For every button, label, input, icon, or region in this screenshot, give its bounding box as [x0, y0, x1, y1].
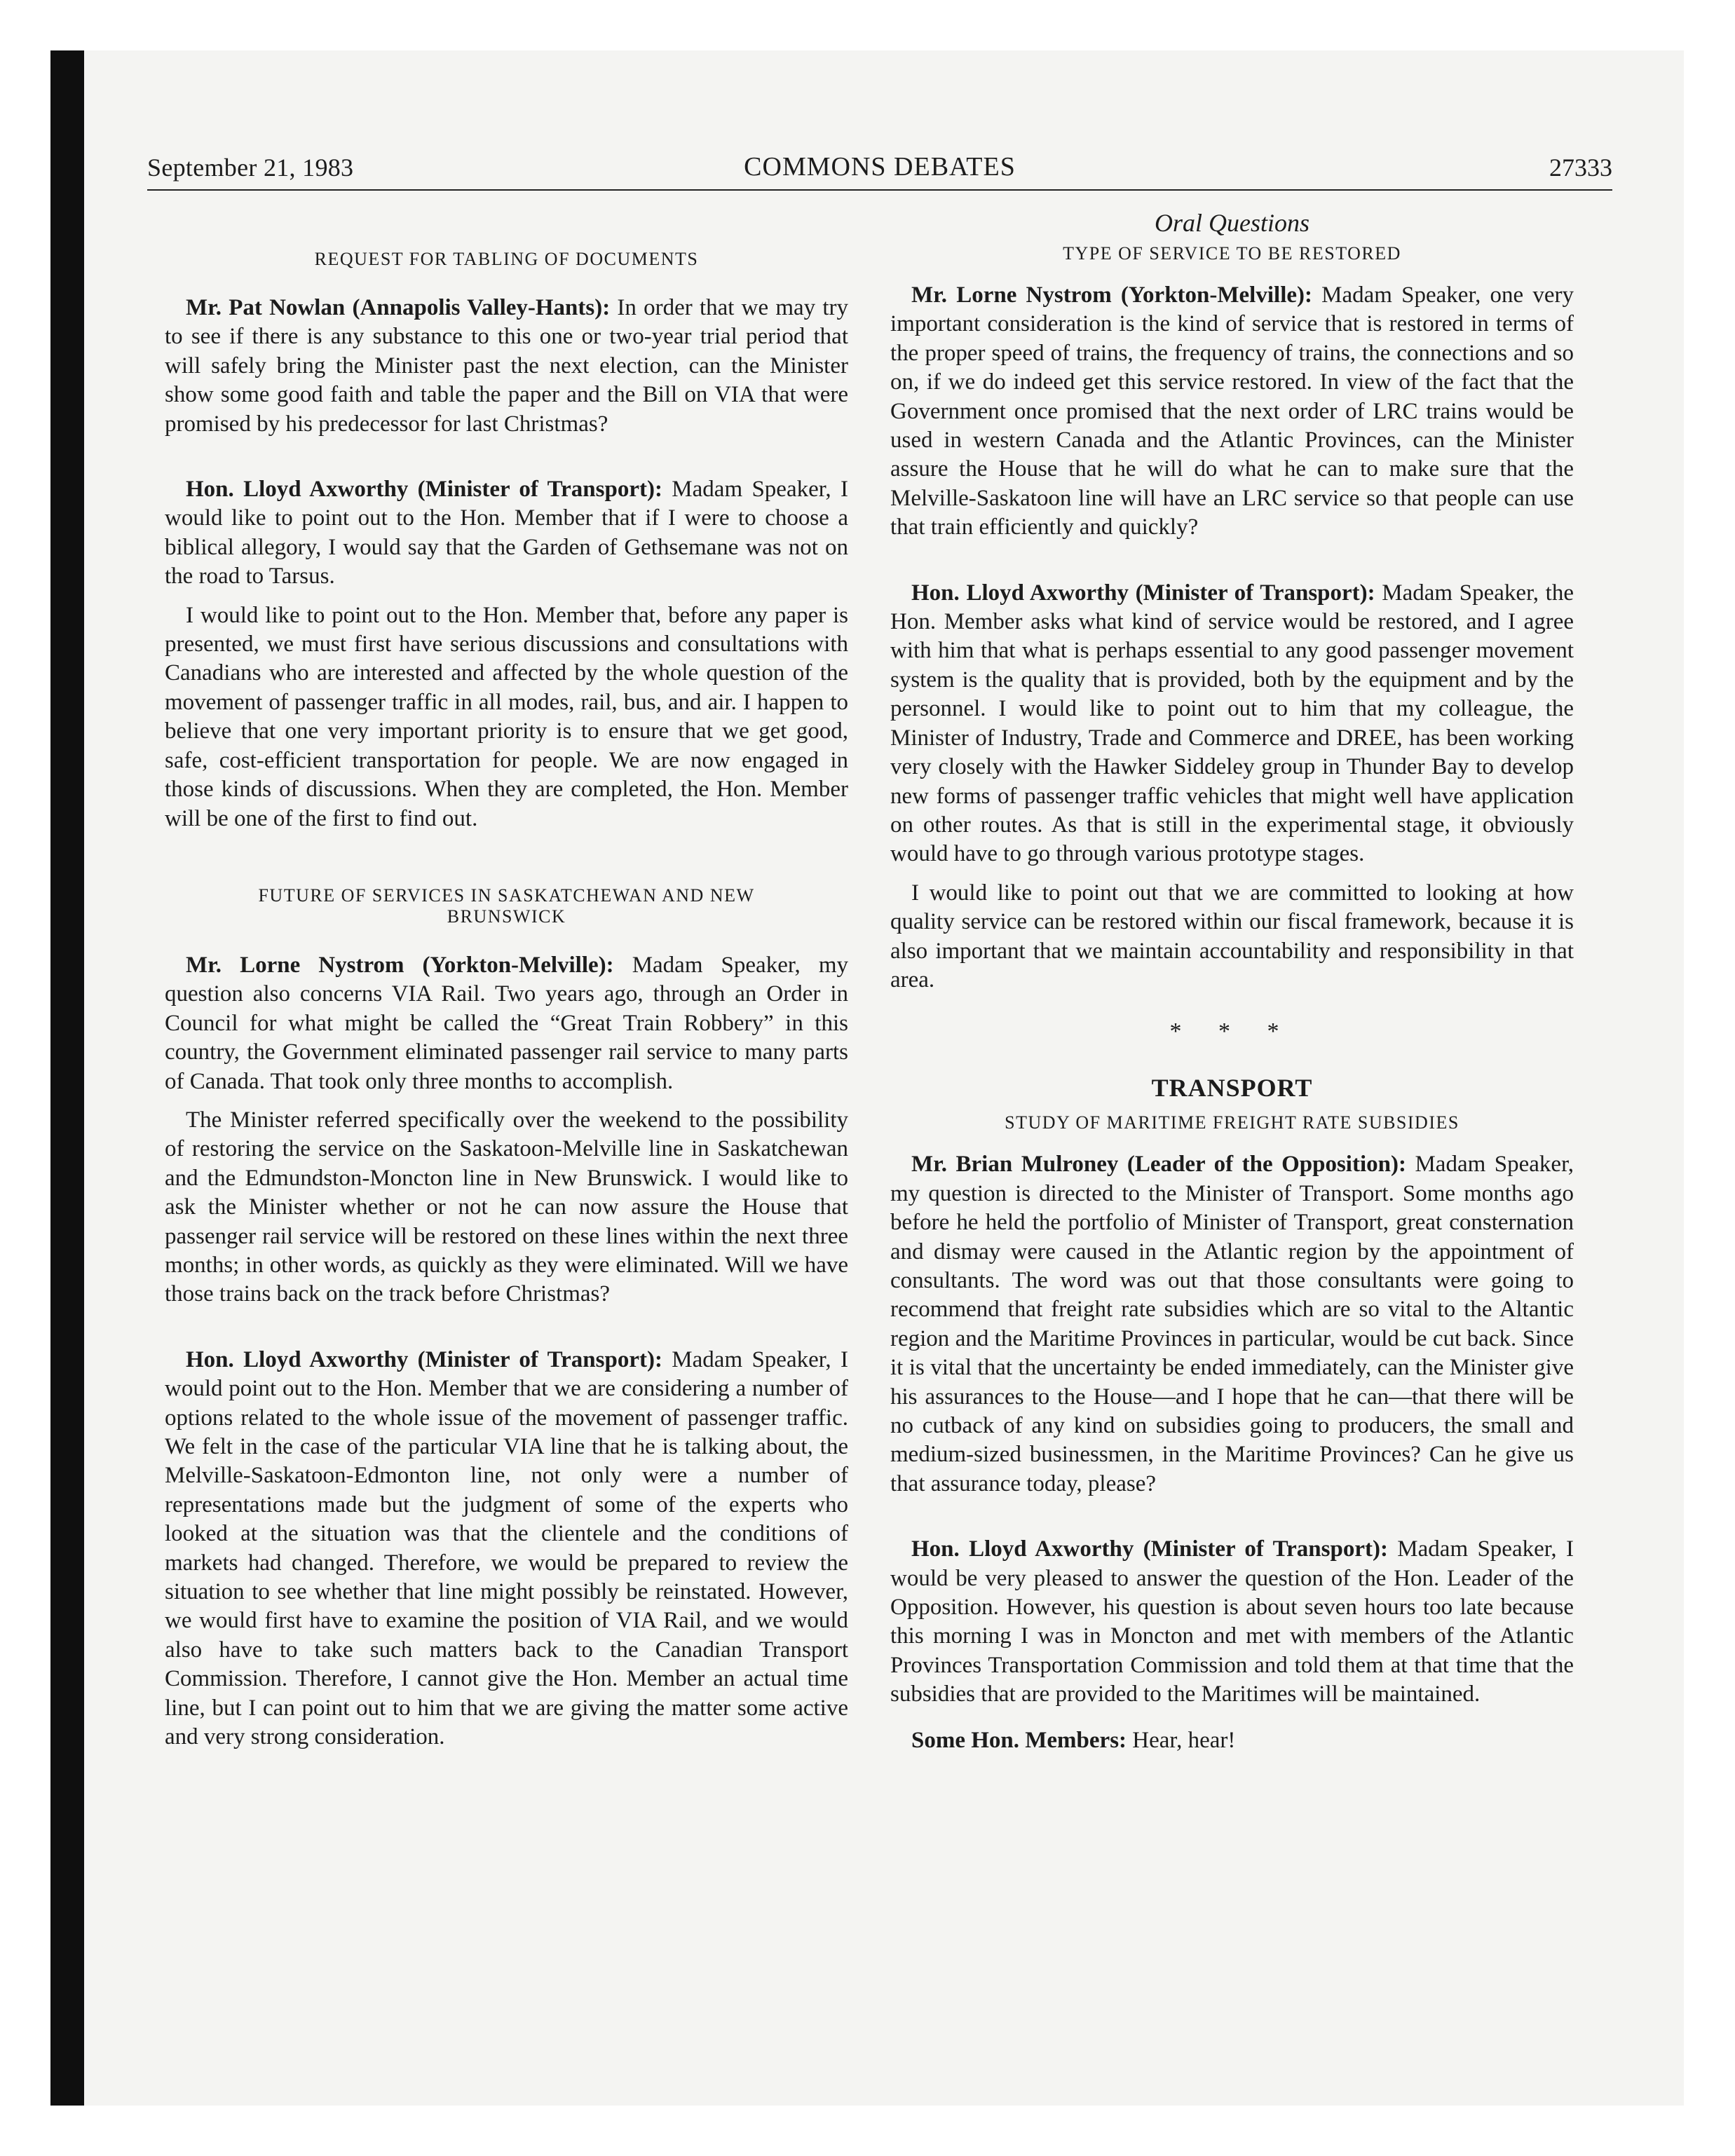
speaker-name: Mr. Lorne Nystrom (Yorkton-Melville): [186, 952, 614, 978]
header-page-number: 27333 [1549, 153, 1612, 182]
speech-text: In order that we may try to see if there is any substance to this one or two-year trial period that will safely bring the Minister past the next election, can the Minister show some good faith and table the paper and the Bill on VIA that were promised by his predecessor for last Christmas? [165, 295, 848, 437]
speaker-name: Hon. Lloyd Axworthy (Minister of Transport): [911, 580, 1375, 606]
speech-text: Madam Speaker, I would be very pleased to answer the question of the Hon. Leader of the Opposition. However, his question is about seven hours too late because this morning I was in Moncton and met with members of the Atlantic Provinces Transportation Commission and told them at that time that the subsidies that are provided to the Maritimes will be maintained. [890, 1536, 1574, 1707]
paragraph [890, 1726, 1574, 1755]
section-heading: FUTURE OF SERVICES IN SASKATCHEWAN AND NEW BRUNSWICK [258, 885, 755, 927]
paragraph [890, 1535, 1574, 1709]
section-heading: STUDY OF MARITIME FREIGHT RATE SUBSIDIES [1005, 1112, 1460, 1133]
paragraph: I would like to point out that we are committed to looking at how quality service can be restored within our fiscal framework, because it is also important that we maintain accountability and responsibility in that area. [890, 880, 1574, 992]
speech-text: Madam Speaker, I would like to point out to the Hon. Member that if I were to choose a biblical allegory, I would say that the Garden of Gethsemane was not on the road to Tarsus. [165, 477, 848, 589]
scanned-page [50, 50, 1684, 2106]
paragraph [890, 579, 1574, 869]
speaker-name: Mr. Brian Mulroney (Leader of the Opposition): [911, 1152, 1406, 1178]
paragraph: I would like to point out to the Hon. Member that, before any paper is presented, we must first have serious discussions and consultations with Canadians who are interested and affected by the whole question of the movement of passenger traffic in all modes, rail, bus, and air. I happen to believe that one very important priority is to ensure that we get good, safe, cost-efficient transportation for people. We are now engaged in those kinds of discussions. When they are completed, the Hon. Member will be one of the first to find out. [165, 602, 848, 831]
speech-text: Madam Speaker, I would point out to the Hon. Member that we are considering a number of options related to the whole issue of the movement of passenger traffic. We felt in the case of the particular VIA line that he is talking about, the Melville-Saskatoon-Edmonton line, not only were a number of representations made but the judgment of some of the experts who looked at the situation was that the clientele and the conditions of markets had changed. Therefore, we would be prepared to review the situation to see whether that line might possibly be reinstated. However, we would first have to examine the position of VIA Rail, and we would also have to take such matters back to the Canadian Transport Commission. Therefore, I cannot give the Hon. Member an actual time line, but I can point out to him that we are giving the matter some active and very strong consideration. [165, 1346, 848, 1750]
paragraph [890, 281, 1574, 543]
running-subheading: Oral Questions [1154, 209, 1309, 237]
page-header [147, 140, 1612, 191]
section-heading: REQUEST FOR TABLING OF DOCUMENTS [314, 249, 699, 269]
speech-text: Madam Speaker, the Hon. Member asks what kind of service would be restored, and I agree with him that what is perhaps essential to any good passenger movement system is the quality that is provided, both by the equipment and by the personnel. I would like to point out to him that my colleague, the Minister of Industry, Trade and Commerce and DREE, has been working very closely with the Hawker Siddeley group in Thunder Bay to develop new forms of passenger traffic vehicles that might well have application on other routes. As that is still in the experimental stage, it obviously would have to go through various prototype stages. [890, 580, 1574, 867]
section-separator-stars: * * * [1169, 1018, 1295, 1045]
speech-text: Madam Speaker, my question is directed to the Minister of Transport. Some months ago before he held the portfolio of Minister of Transport, great consternation and dismay were caused in the Atlantic region by the appointment of consultants. The word was out that those consultants were going to recommend that freight rate subsidies which are so vital to the Altantic region and the Maritime Provinces in particular, would be cut back. Since it is vital that the uncertainty be ended immediately, can the Minister give his assurances to the House—and I hope that he can—that there will be no cutback of any kind on subsidies going to producers, the small and medium-sized businessmen, in the Maritime Provinces? Can he give us that assurance today, please? [890, 1152, 1574, 1496]
section-heading: TYPE OF SERVICE TO BE RESTORED [1063, 243, 1401, 264]
paragraph [165, 1346, 848, 1752]
paragraph: The Minister referred specifically over the weekend to the possibility of restoring the service on the Saskatoon-Melville line in Saskatchewan and the Edmundston-Moncton line in New Brunswick. I would like to ask the Minister whether or not he can now assure the House that passenger rail service will be restored on these lines within the next three months; in other words, as quickly as they were eliminated. Will we have those trains back on the track before Christmas? [165, 1107, 848, 1307]
paragraph [890, 1150, 1574, 1499]
section-title: TRANSPORT [1151, 1074, 1313, 1103]
header-date: September 21, 1983 [147, 153, 354, 182]
right-column [890, 208, 1574, 1765]
speaker-name: Some Hon. Members: [911, 1727, 1127, 1753]
speaker-name: Hon. Lloyd Axworthy (Minister of Transport): [186, 477, 662, 503]
paragraph [165, 951, 848, 1096]
left-column [165, 208, 848, 1761]
header-title: COMMONS DEBATES [744, 152, 1016, 182]
speaker-name: Mr. Lorne Nystrom (Yorkton-Melville): [911, 282, 1312, 308]
paragraph [165, 294, 848, 439]
speaker-name: Hon. Lloyd Axworthy (Minister of Transport): [186, 1346, 662, 1372]
speech-text: Madam Speaker, one very important consideration is the kind of service that is restored in terms of the proper speed of trains, the frequency of trains, the connections and so on, if we do indeed get this service restored. In view of the fact that the Government once promised that the next order of LRC trains would be used in western Canada and the Atlantic Provinces, can the Minister assure the House that he will do what he can to make sure that the Melville-Saskatoon line will have an LRC service so that people can use that train efficiently and quickly? [890, 282, 1574, 540]
paragraph [165, 475, 848, 592]
speaker-name: Hon. Lloyd Axworthy (Minister of Transport): [911, 1536, 1388, 1562]
speech-text: Madam Speaker, my question also concerns VIA Rail. Two years ago, through an Order in Council for what might be called the “Great Train Robbery” in this country, the Government eliminated passenger rail service to many parts of Canada. That took only three months to accomplish. [165, 952, 848, 1094]
speech-text: Hear, hear! [1127, 1727, 1236, 1753]
speaker-name: Mr. Pat Nowlan (Annapolis Valley-Hants): [186, 295, 611, 320]
scan-edge-bar [50, 50, 84, 2106]
